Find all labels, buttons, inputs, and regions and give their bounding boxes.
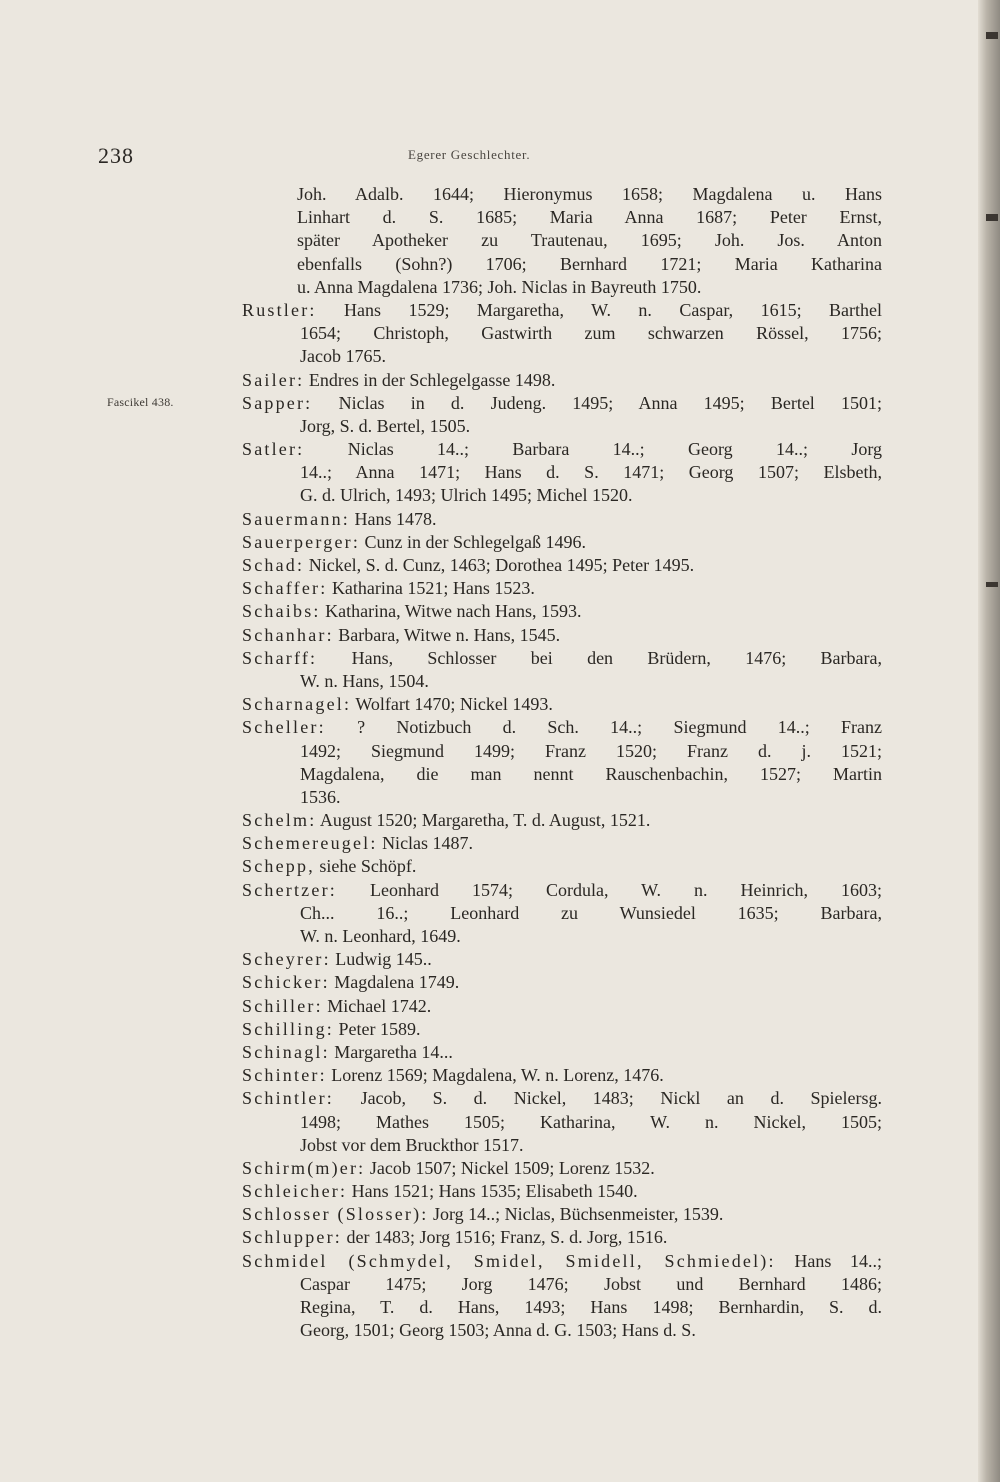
entry-text: Magdalena, die man nennt Rauschenbachin, 1527; Martin — [300, 763, 882, 784]
register-entry — [242, 438, 882, 508]
surname: Schaibs: — [242, 601, 321, 622]
surname: Schad: — [242, 555, 305, 575]
surname: Schicker: — [242, 972, 330, 993]
entry-first-line — [242, 1226, 882, 1249]
surname: Schilling: — [242, 1018, 335, 1039]
surname: Scheller: — [242, 717, 326, 738]
entry-first-line — [242, 716, 882, 739]
entry-text: Hans 1529; Margaretha, W. n. Caspar, 1615; Barthel — [344, 299, 882, 320]
entry-first-line — [242, 1180, 882, 1203]
surname: Sailer: — [242, 369, 305, 390]
entry-first-line — [242, 971, 882, 994]
entry-first-line — [242, 369, 882, 392]
entry-text: Jorg, S. d. Bertel, 1505. — [300, 415, 471, 436]
marginal-note: Fascikel 438. — [107, 395, 174, 409]
entry-text: Hans 14..; — [794, 1250, 882, 1271]
entry-text: Peter 1589. — [338, 1018, 421, 1039]
register-entry — [242, 809, 882, 832]
entry-first-line — [242, 624, 882, 647]
continuation-line: ebenfalls (Sohn?) 1706; Bernhard 1721; Maria Katharina — [297, 253, 882, 274]
register-entry — [242, 948, 882, 971]
register-body — [242, 183, 882, 1342]
register-entry — [242, 716, 882, 809]
surname: Schepp, — [242, 856, 315, 877]
entry-first-line — [242, 508, 882, 531]
surname: Schmidel (Schmydel, Smidel, Smidell, Schmiedel): — [242, 1250, 776, 1271]
entry-text: ? Notizbuch d. Sch. 14..; Siegmund 14..; Franz — [357, 717, 882, 738]
entry-first-line — [242, 531, 882, 554]
entry-continuation-line — [242, 345, 882, 368]
entry-text: Jacob, S. d. Nickel, 1483; Nickl an d. Spielersg. — [360, 1088, 882, 1109]
entry-text: Wolfart 1470; Nickel 1493. — [355, 694, 553, 715]
entry-first-line — [242, 438, 882, 461]
surname: Schemereugel: — [242, 833, 378, 854]
entry-first-line — [242, 1064, 882, 1087]
surname: Scheyrer: — [242, 949, 331, 970]
continuation-line: u. Anna Magdalena 1736; Joh. Niclas in Bayreuth 1750. — [297, 276, 702, 297]
page-number: 238 — [98, 143, 134, 168]
register-entry — [242, 1250, 882, 1343]
surname: Schlupper: — [242, 1227, 342, 1248]
entry-text: Georg, 1501; Georg 1503; Anna d. G. 1503; Hans d. S. — [300, 1320, 696, 1341]
entry-text: Endres in der Schlegelgasse 1498. — [308, 369, 556, 390]
entry-continuation-line — [242, 461, 882, 484]
entry-text: Jobst vor dem Bruckthor 1517. — [300, 1134, 524, 1155]
register-entry — [242, 508, 882, 531]
entry-text: Magdalena 1749. — [334, 972, 460, 993]
register-entry — [242, 855, 882, 878]
entry-text: Barbara, Witwe n. Hans, 1545. — [338, 624, 561, 645]
register-entry — [242, 369, 882, 392]
entry-first-line — [242, 995, 882, 1018]
entry-text: der 1483; Jorg 1516; Franz, S. d. Jorg, 1516. — [346, 1227, 668, 1248]
entry-first-line — [242, 392, 882, 415]
surname: Scharnagel: — [242, 694, 352, 715]
entry-text: 1654; Christoph, Gastwirth zum schwarzen Rössel, 1756; — [300, 323, 882, 344]
page-edge — [978, 0, 1000, 1482]
entry-first-line — [242, 554, 882, 577]
register-entry — [242, 299, 882, 369]
surname: Schaffer: — [242, 578, 328, 599]
surname: Schintler: — [242, 1088, 334, 1109]
surname: Schirm(m)er: — [242, 1157, 366, 1178]
entry-text: Nickel, S. d. Cunz, 1463; Dorothea 1495; Peter 1495. — [308, 555, 695, 575]
register-entry — [242, 1087, 882, 1157]
surname: Schelm: — [242, 810, 317, 831]
entry-text: Caspar 1475; Jorg 1476; Jobst und Bernhard 1486; — [300, 1273, 882, 1294]
entry-first-line — [242, 693, 882, 716]
entry-first-line — [242, 600, 882, 623]
register-entry — [242, 531, 882, 554]
entry-text: Jacob 1765. — [300, 346, 386, 367]
entry-text: W. n. Leonhard, 1649. — [300, 926, 461, 946]
register-entry — [242, 392, 882, 438]
entry-continuation-line — [242, 1273, 882, 1296]
entry-first-line — [242, 809, 882, 832]
register-entry — [242, 995, 882, 1018]
surname: Schinagl: — [242, 1041, 330, 1062]
running-head: Egerer Geschlechter. — [408, 147, 531, 162]
entry-text: Leonhard 1574; Cordula, W. n. Heinrich, 1603; — [369, 879, 882, 900]
entry-continuation-line — [242, 1296, 882, 1319]
entry-text: Lorenz 1569; Magdalena, W. n. Lorenz, 1476. — [331, 1065, 664, 1086]
edge-mark — [986, 582, 998, 587]
surname: Schinter: — [242, 1065, 327, 1086]
entry-continuation-line — [242, 415, 882, 438]
entry-text: Hans 1478. — [354, 508, 437, 529]
entry-first-line — [242, 832, 882, 855]
entry-text: August 1520; Margaretha, T. d. August, 1521. — [319, 810, 651, 831]
entry-text: 14..; Anna 1471; Hans d. S. 1471; Georg 1507; Elsbeth, — [300, 462, 882, 483]
entry-text: Cunz in der Schlegelgaß 1496. — [364, 531, 586, 552]
surname: Schanhar: — [242, 624, 334, 645]
entry-text: Ludwig 145.. — [335, 949, 432, 970]
entry-first-line — [242, 1157, 882, 1180]
entry-text: Margaretha 14... — [334, 1041, 453, 1062]
register-entry — [242, 1226, 882, 1249]
entry-text: 1498; Mathes 1505; Katharina, W. n. Nickel, 1505; — [300, 1111, 882, 1132]
register-entry — [242, 1064, 882, 1087]
entry-first-line — [242, 879, 882, 902]
edge-mark — [986, 214, 998, 221]
entry-text: Jacob 1507; Nickel 1509; Lorenz 1532. — [369, 1157, 655, 1178]
entry-text: Michael 1742. — [327, 995, 432, 1016]
register-entry — [242, 1203, 882, 1226]
surname: Rustler: — [242, 299, 317, 320]
entry-first-line — [242, 1087, 882, 1110]
entry-continuation-line — [242, 763, 882, 786]
entry-first-line — [242, 1041, 882, 1064]
continuation-line: später Apotheker zu Trautenau, 1695; Joh. Jos. Anton — [297, 230, 882, 251]
register-entry — [242, 971, 882, 994]
register-entry — [242, 832, 882, 855]
entry-text: 1492; Siegmund 1499; Franz 1520; Franz d. j. 1521; — [300, 740, 882, 761]
entry-continuation-line — [242, 484, 882, 507]
entry-list — [242, 299, 882, 1342]
surname: Schertzer: — [242, 879, 337, 900]
entry-text: Hans, Schlosser bei den Brüdern, 1476; Barbara, — [351, 647, 883, 668]
entry-first-line — [242, 1018, 882, 1041]
continuation-line: Linhart d. S. 1685; Maria Anna 1687; Peter Ernst, — [297, 207, 882, 228]
entry-text: Katharina, Witwe nach Hans, 1593. — [325, 601, 582, 622]
entry-text: G. d. Ulrich, 1493; Ulrich 1495; Michel 1520. — [300, 485, 633, 506]
entry-text: Niclas 14..; Barbara 14..; Georg 14..; Jorg — [347, 439, 883, 460]
register-entry — [242, 1157, 882, 1180]
entry-first-line — [242, 647, 882, 670]
entry-continuation-line — [242, 740, 882, 763]
register-entry — [242, 554, 882, 577]
entry-text: 1536. — [300, 786, 341, 807]
entry-continuation-line — [242, 1134, 882, 1157]
entry-continuation-line — [242, 1319, 882, 1342]
entry-text: Katharina 1521; Hans 1523. — [331, 578, 535, 599]
entry-continuation-line — [242, 786, 882, 809]
entry-first-line — [242, 948, 882, 971]
entry-continuation-line — [242, 902, 882, 925]
surname: Sapper: — [242, 392, 313, 413]
entry-text: W. n. Hans, 1504. — [300, 670, 429, 691]
register-entry — [242, 879, 882, 949]
entry-continuation-line — [242, 925, 882, 948]
continuation-block — [242, 183, 882, 299]
surname: Sauerperger: — [242, 531, 361, 552]
entry-continuation-line — [242, 670, 882, 693]
entry-text: Hans 1521; Hans 1535; Elisabeth 1540. — [351, 1181, 638, 1202]
entry-text: Ch... 16..; Leonhard zu Wunsiedel 1635; Barbara, — [300, 902, 882, 923]
entry-first-line — [242, 1250, 882, 1273]
register-entry — [242, 1018, 882, 1041]
entry-text: Regina, T. d. Hans, 1493; Hans 1498; Bernhardin, S. d. — [300, 1297, 882, 1317]
register-entry — [242, 577, 882, 600]
register-entry — [242, 1180, 882, 1203]
entry-text: siehe Schöpf. — [319, 856, 417, 877]
surname: Scharff: — [242, 647, 318, 668]
entry-first-line — [242, 855, 882, 878]
entry-first-line — [242, 1203, 882, 1226]
register-entry — [242, 624, 882, 647]
surname: Schlosser (Slosser): — [242, 1204, 429, 1225]
entry-text: Jorg 14..; Niclas, Büchsenmeister, 1539. — [433, 1204, 724, 1225]
surname: Sauermann: — [242, 508, 350, 529]
register-entry — [242, 600, 882, 623]
continuation-line: Joh. Adalb. 1644; Hieronymus 1658; Magdalena u. Hans — [297, 184, 882, 204]
entry-text: Niclas in d. Judeng. 1495; Anna 1495; Bertel 1501; — [338, 392, 882, 413]
entry-first-line — [242, 299, 882, 322]
register-entry — [242, 647, 882, 693]
entry-continuation-line — [242, 322, 882, 345]
register-entry — [242, 693, 882, 716]
surname: Schleicher: — [242, 1181, 348, 1202]
register-entry — [242, 1041, 882, 1064]
edge-mark — [986, 32, 998, 39]
entry-first-line — [242, 577, 882, 600]
surname: Satler: — [242, 439, 305, 460]
entry-continuation-line — [242, 1111, 882, 1134]
entry-text: Niclas 1487. — [382, 833, 474, 854]
surname: Schiller: — [242, 995, 323, 1016]
